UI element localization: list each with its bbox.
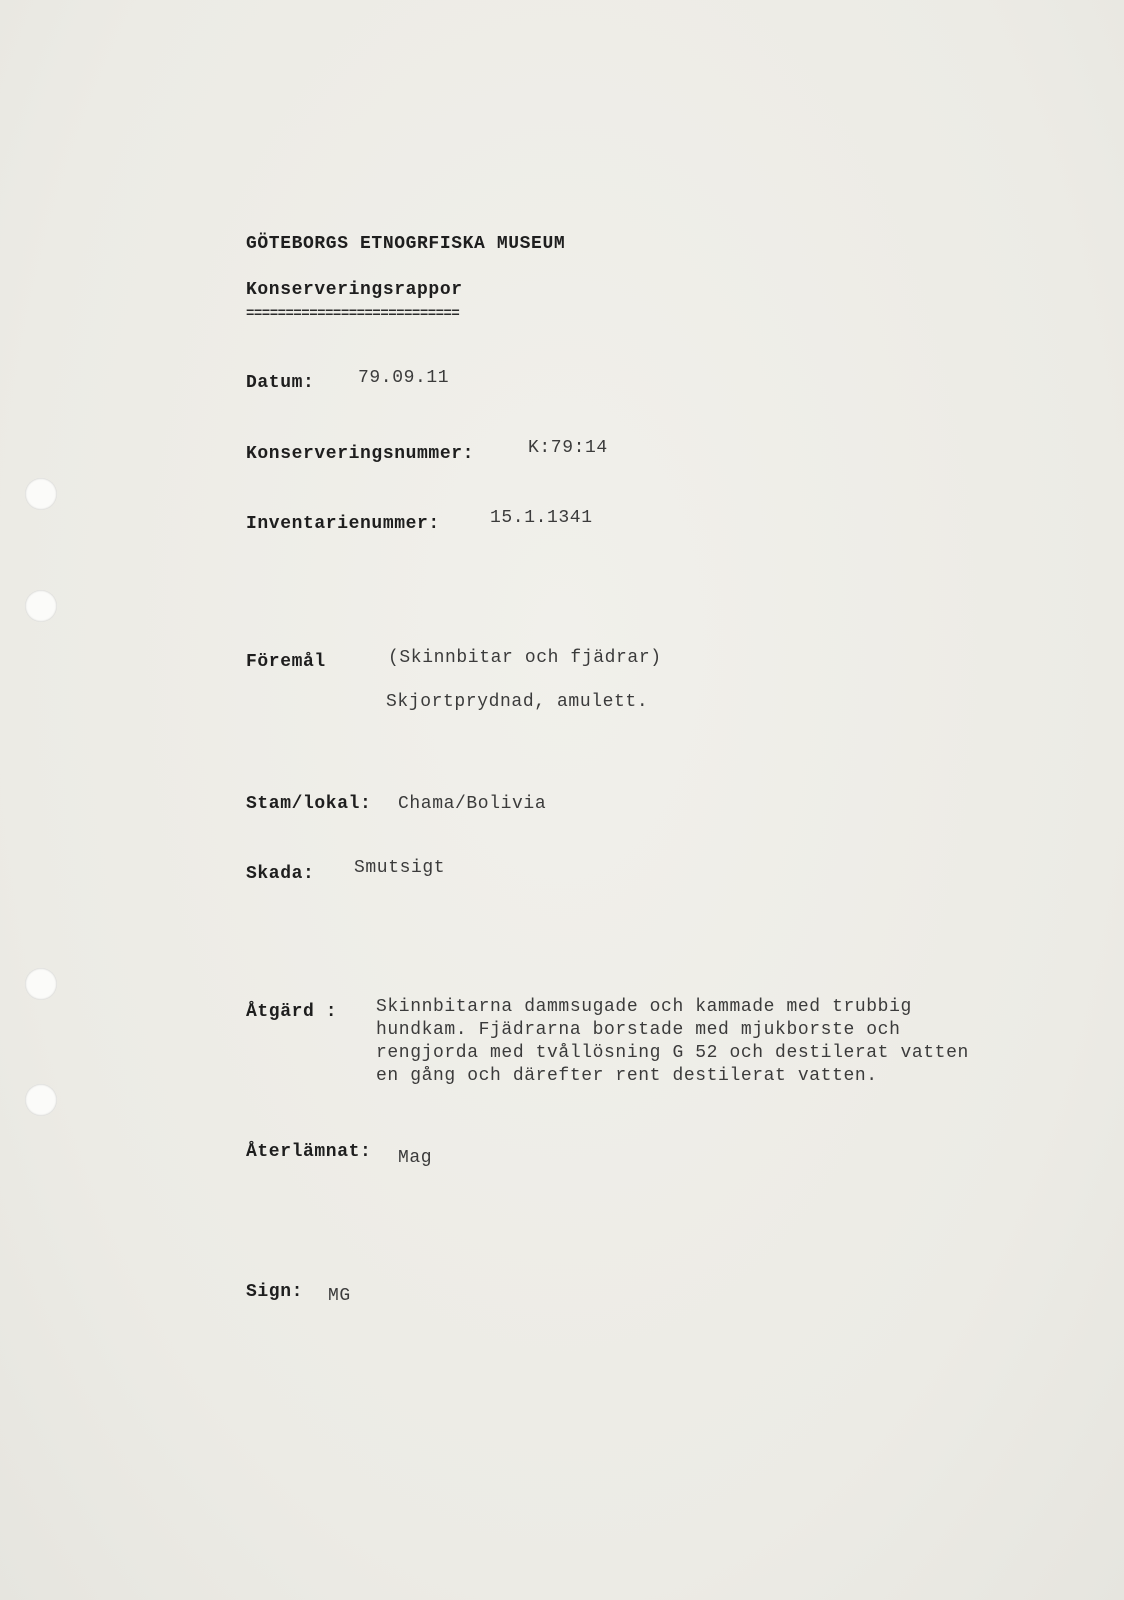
atgard-label: Åtgärd : <box>246 1002 338 1022</box>
konserveringsnummer-value: K:79:14 <box>528 438 608 458</box>
atgard-line: en gång och därefter rent destilerat vatten. <box>376 1066 878 1086</box>
foremal-value: (Skinnbitar och fjädrar) <box>388 648 662 668</box>
atgard-line: rengjorda med tvållösning G 52 och destilerat vatten <box>376 1043 969 1063</box>
foremal-value-line2: Skjortprydnad, amulett. <box>386 692 649 712</box>
atgard-line: hundkam. Fjädrarna borstade med mjukborste och <box>376 1020 901 1040</box>
aterlamnat-value: Mag <box>398 1148 433 1168</box>
skada-label: Skada: <box>246 864 315 884</box>
inventarienummer-label: Inventarienummer: <box>246 514 440 534</box>
datum-value: 79.09.11 <box>358 368 450 388</box>
inventarienummer-value: 15.1.1341 <box>490 508 593 528</box>
skada-value: Smutsigt <box>354 858 446 878</box>
punch-hole <box>25 1084 57 1116</box>
sign-value: MG <box>328 1286 351 1306</box>
konserveringsnummer-label: Konserveringsnummer: <box>246 444 475 464</box>
punch-hole <box>25 968 57 1000</box>
datum-label: Datum: <box>246 373 315 393</box>
stam-lokal-value: Chama/Bolivia <box>398 794 547 814</box>
report-title: Konserveringsrappor <box>246 280 463 300</box>
sign-label: Sign: <box>246 1282 304 1302</box>
foremal-label: Föremål <box>246 652 326 672</box>
atgard-line: Skinnbitarna dammsugade och kammade med trubbig <box>376 997 912 1017</box>
punch-hole <box>25 590 57 622</box>
punch-hole <box>25 478 57 510</box>
atgard-description <box>376 996 969 1088</box>
institution-heading: GÖTEBORGS ETNOGRFISKA MUSEUM <box>246 234 566 254</box>
stam-lokal-label: Stam/lokal: <box>246 794 372 814</box>
aterlamnat-label: Återlämnat: <box>246 1142 372 1162</box>
title-underline: =========================== <box>246 306 460 322</box>
